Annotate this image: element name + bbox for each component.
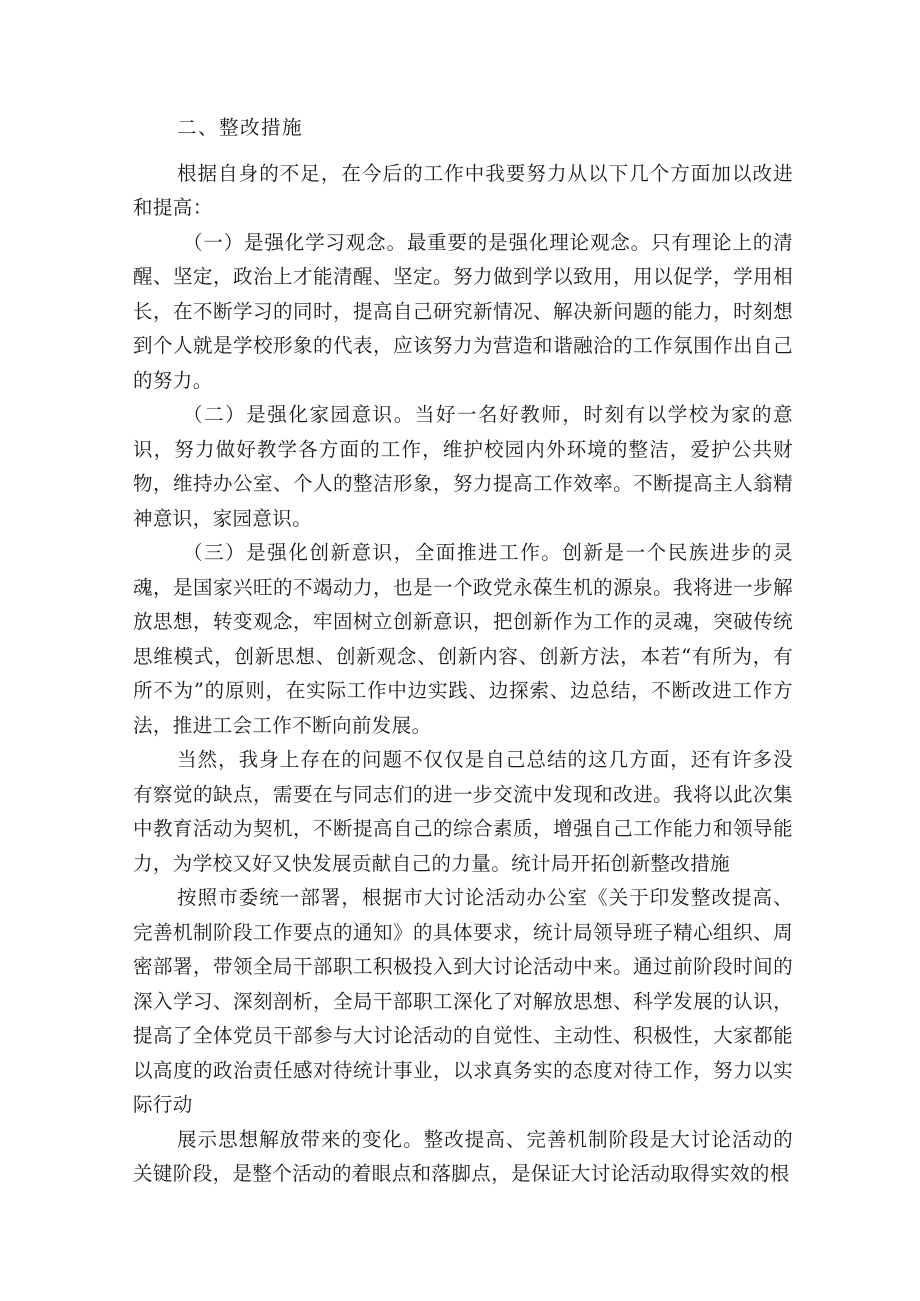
paragraph-statistics-bureau: 按照市委统一部署，根据市大讨论活动办公室《关于印发整改提高、完善机制阶段工作要点的通知》的具体要求，统计局领导班子精心组织、周密部署，带领全局干部职工积极投入到大讨论活动中来。通过前阶段时间的深入学习、深刻剖析，全局干部职工深化了对解放思想、科学发展的认识，提高了全体党员干部参与大讨论活动的自觉性、主动性、积极性，大家都能以高度的政治责任感对待统计事业，以求真务实的态度对待工作，努力以实际行动 [133, 886, 793, 1116]
document-body [133, 111, 793, 1192]
section-heading: 二、整改措施 [177, 116, 304, 139]
spacer [133, 146, 793, 157]
paragraph-item-3: （三）是强化创新意识，全面推进工作。创新是一个民族进步的灵魂，是国家兴旺的不竭动力，也是一个政党永葆生机的源泉。我将进一步解放思想，转变观念，牢固树立创新意识，把创新作为工作的灵魂，突破传统思维模式，创新思想、创新观念、创新内容、创新方法，本若“有所为，有所不为”的原则，在实际工作中边实践、边探索、边总结，不断改进工作方法，推进工会工作不断向前发展。 [133, 541, 793, 737]
paragraph-conclusion: 当然，我身上存在的问题不仅仅是自己总结的这几方面，还有许多没有察觉的缺点，需要在与同志们的进一步交流中发现和改进。我将以此次集中教育活动为契机，不断提高自己的综合素质，增强自己工作能力和领导能力，为学校又好又快发展贡献自己的力量。统计局开拓创新整改措施 [133, 748, 793, 875]
paragraph-item-1: （一）是强化学习观念。最重要的是强化理论观念。只有理论上的清醒、坚定，政治上才能清醒、坚定。努力做到学以致用，用以促学，学用相长，在不断学习的同时，提高自己研究新情况、解决新问题的能力，时刻想到个人就是学校形象的代表，应该努力为营造和谐融洽的工作氛围作出自己的努力。 [133, 230, 793, 392]
paragraph-intro: 根据自身的不足，在今后的工作中我要努力从以下几个方面加以改进和提高： [133, 161, 793, 219]
paragraph-continuation: 展示思想解放带来的变化。整改提高、完善机制阶段是大讨论活动的关键阶段，是整个活动的着眼点和落脚点，是保证大讨论活动取得实效的根 [133, 1127, 793, 1185]
paragraph-item-2: （二）是强化家园意识。当好一名好教师，时刻有以学校为家的意识，努力做好教学各方面的工作，维护校园内外环境的整洁，爱护公共财物，维持办公室、个人的整洁形象，努力提高工作效率。不断提高主人翁精神意识，家园意识。 [133, 403, 793, 530]
